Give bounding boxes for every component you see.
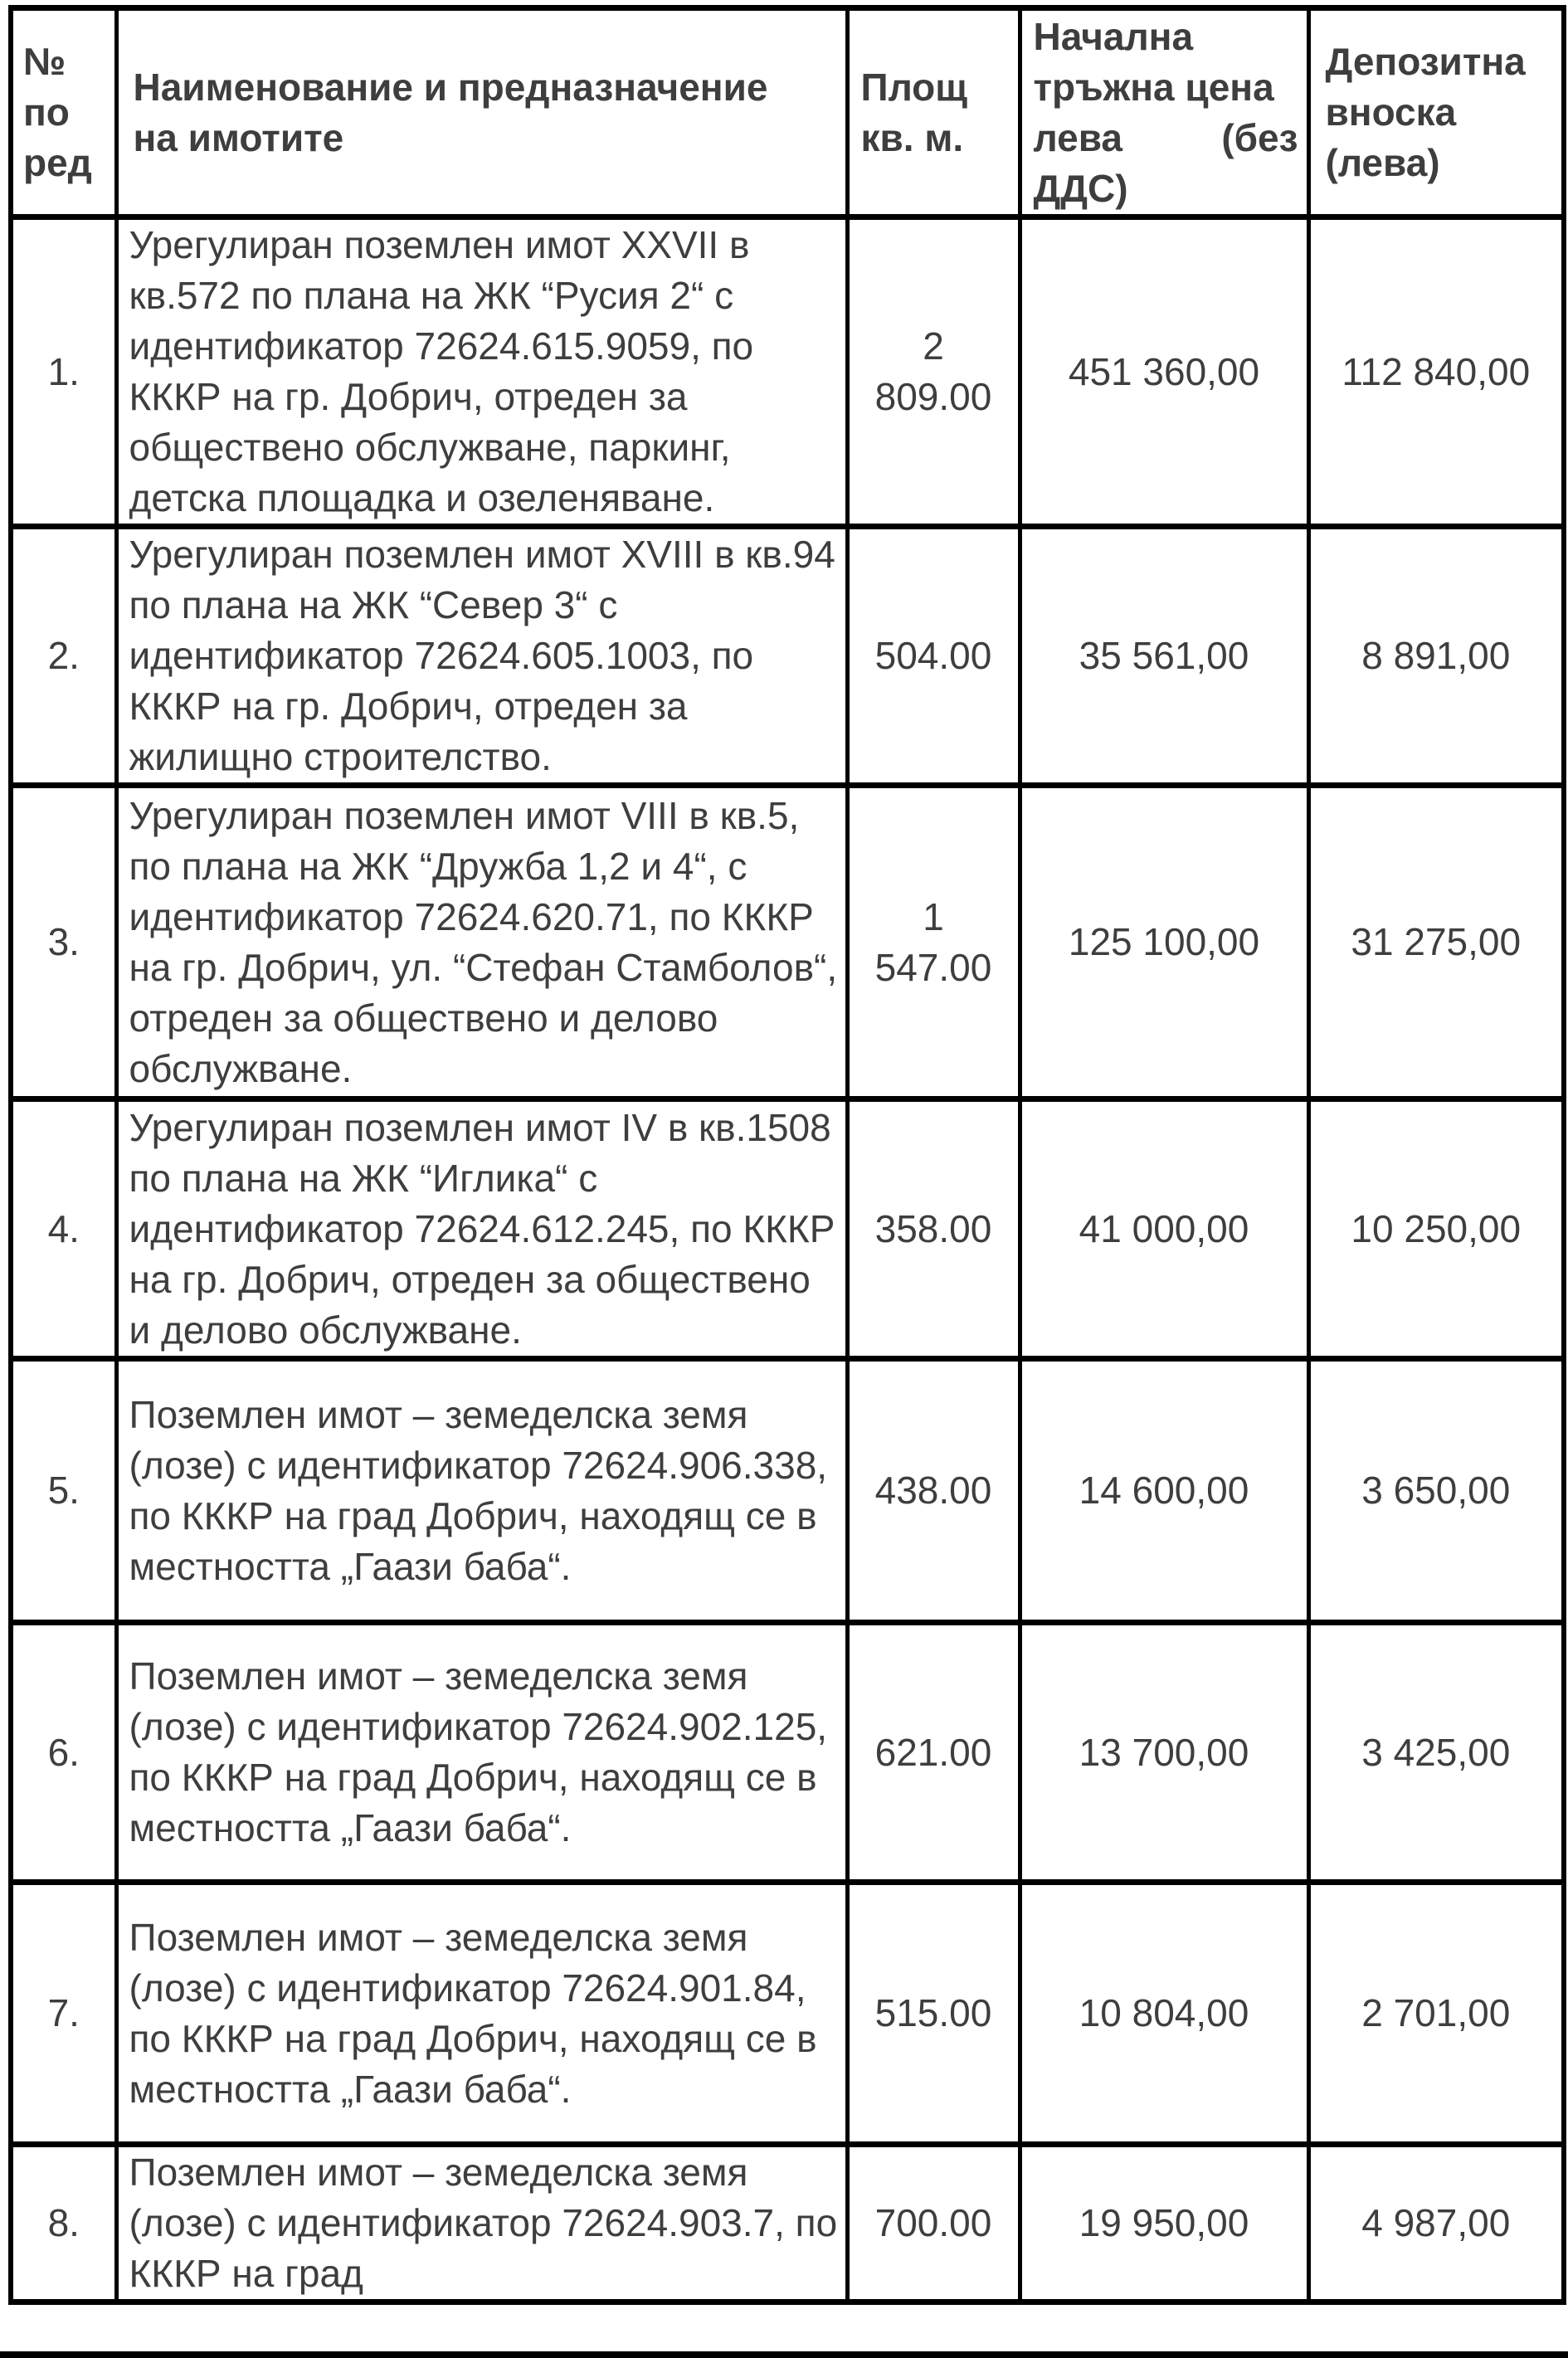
row-number-cell: 5.	[11, 1359, 116, 1623]
table-row	[11, 527, 1564, 786]
property-description-cell: Урегулиран поземлен имот XVIII в кв.94 по плана на ЖК “Север 3“ с идентификатор 72624.605.1003, по КККР на гр. Добрич, отреден за жилищно строителство.	[116, 527, 847, 786]
property-description-cell: Поземлен имот – земеделска земя (лозе) с идентификатор 72624.902.125, по КККР на град Добрич, находящ се в местността „Гаази баба“.	[116, 1623, 847, 1883]
table-row	[11, 786, 1564, 1099]
header-line: Депозитна	[1325, 40, 1526, 83]
header-line: Наименование и предназначение	[133, 65, 768, 109]
properties-auction-table	[8, 5, 1566, 2305]
table-row	[11, 1099, 1564, 1359]
deposit-cell: 112 840,00	[1308, 217, 1564, 527]
header-line	[1034, 113, 1298, 163]
property-description-cell: Урегулиран поземлен имот XXVII в кв.572 по плана на ЖК “Русия 2“ с идентификатор 72624.615.9059, по КККР на гр. Добрич, отреден за обществено обслужване, паркинг, детска площадка и озеленяване.	[116, 217, 847, 527]
starting-price-cell: 451 360,00	[1020, 217, 1308, 527]
header-line: Начална	[1033, 14, 1194, 58]
deposit-cell: 3 425,00	[1308, 1623, 1564, 1883]
header-line: ДДС)	[1033, 166, 1128, 210]
row-number-cell: 6.	[11, 1623, 116, 1883]
header-row	[11, 8, 1564, 217]
table-row	[11, 1359, 1564, 1623]
header-deposit	[1308, 8, 1564, 217]
table-row	[11, 1623, 1564, 1883]
header-line: (лева)	[1325, 141, 1440, 184]
area-cell: 438.00	[847, 1359, 1020, 1623]
property-description-cell: Урегулиран поземлен имот IV в кв.1508 по плана на ЖК “Иглика“ с идентификатор 72624.612.245, по КККР на гр. Добрич, отреден за обществено и делово обслужване.	[116, 1099, 847, 1359]
header-property-name	[116, 8, 847, 217]
header-row-number	[11, 8, 116, 217]
header-line-left: лева	[1033, 115, 1122, 159]
deposit-cell: 4 987,00	[1308, 2145, 1564, 2302]
deposit-cell: 2 701,00	[1308, 1883, 1564, 2145]
area-cell: 504.00	[847, 527, 1020, 786]
deposit-cell: 10 250,00	[1308, 1099, 1564, 1359]
area-cell: 515.00	[847, 1883, 1020, 2145]
starting-price-cell: 41 000,00	[1020, 1099, 1308, 1359]
starting-price-cell: 35 561,00	[1020, 527, 1308, 786]
area-cell: 1 547.00	[847, 786, 1020, 1099]
header-line: ред	[23, 141, 92, 184]
property-description-cell: Поземлен имот – земеделска земя (лозе) с идентификатор 72624.903.7, по КККР на град	[116, 2145, 847, 2302]
property-description-cell: Поземлен имот – земеделска земя (лозе) с идентификатор 72624.901.84, по КККР на град Добрич, находящ се в местността „Гаази баба“.	[116, 1883, 847, 2145]
header-line: кв. м.	[860, 115, 964, 159]
starting-price-cell: 14 600,00	[1020, 1359, 1308, 1623]
deposit-cell: 3 650,00	[1308, 1359, 1564, 1623]
starting-price-cell: 19 950,00	[1020, 2145, 1308, 2302]
table-row	[11, 1883, 1564, 2145]
header-line: вноска	[1325, 90, 1457, 134]
header-starting-price	[1020, 8, 1308, 217]
row-number-cell: 1.	[11, 217, 116, 527]
row-number-cell: 3.	[11, 786, 116, 1099]
area-cell: 2 809.00	[847, 217, 1020, 527]
header-line: Площ	[860, 65, 968, 109]
property-description-cell: Урегулиран поземлен имот VIII в кв.5, по плана на ЖК “Дружба 1,2 и 4“, с идентификатор 72624.620.71, по КККР на гр. Добрич, ул. “Стефан Стамболов“, отреден за обществено и делово обслужване.	[116, 786, 847, 1099]
header-line: на имотите	[133, 115, 344, 159]
area-cell: 358.00	[847, 1099, 1020, 1359]
row-number-cell: 8.	[11, 2145, 116, 2302]
header-line: №	[23, 40, 66, 83]
deposit-cell: 31 275,00	[1308, 786, 1564, 1099]
area-cell: 700.00	[847, 2145, 1020, 2302]
header-line: тръжна цена	[1033, 65, 1274, 109]
starting-price-cell: 10 804,00	[1020, 1883, 1308, 2145]
starting-price-cell: 125 100,00	[1020, 786, 1308, 1099]
row-number-cell: 4.	[11, 1099, 116, 1359]
property-description-cell: Поземлен имот – земеделска земя (лозе) с идентификатор 72624.906.338, по КККР на град Добрич, находящ се в местността „Гаази баба“.	[116, 1359, 847, 1623]
page-bottom-crop-bar	[0, 2351, 1568, 2358]
table-row	[11, 217, 1564, 527]
row-number-cell: 7.	[11, 1883, 116, 2145]
header-line-right: (без	[1221, 115, 1298, 159]
table-row	[11, 2145, 1564, 2302]
deposit-cell: 8 891,00	[1308, 527, 1564, 786]
header-line: по	[23, 90, 70, 134]
area-cell: 621.00	[847, 1623, 1020, 1883]
row-number-cell: 2.	[11, 527, 116, 786]
header-area	[847, 8, 1020, 217]
starting-price-cell: 13 700,00	[1020, 1623, 1308, 1883]
